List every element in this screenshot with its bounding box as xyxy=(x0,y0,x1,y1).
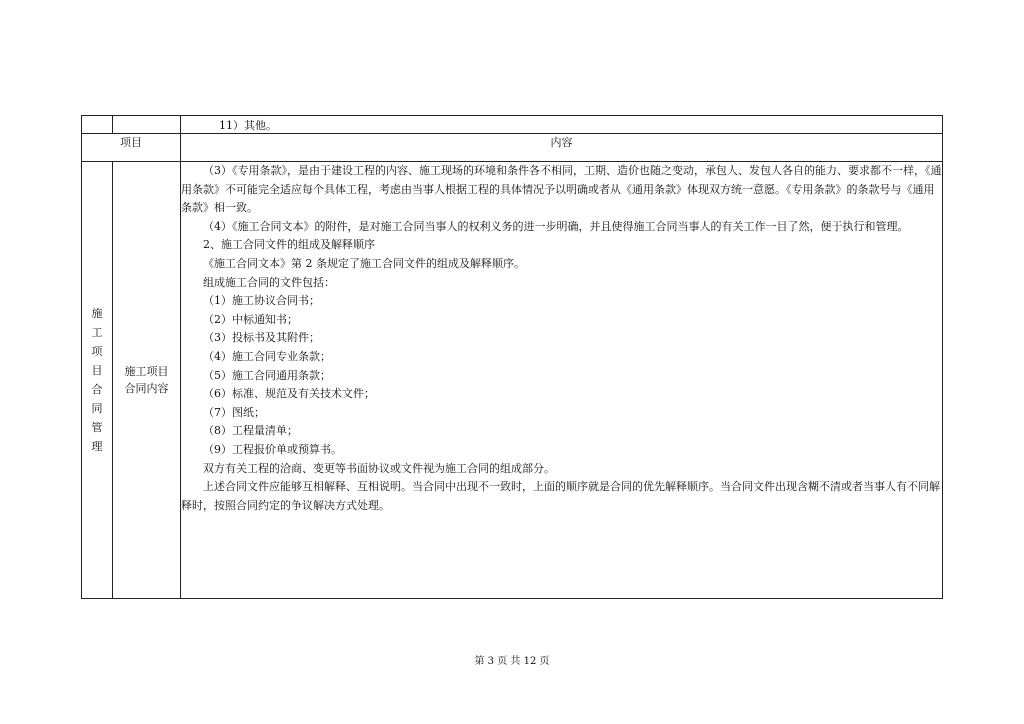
header-content: 内容 xyxy=(181,134,943,162)
table-row xyxy=(82,116,943,134)
header-project: 项目 xyxy=(82,134,181,162)
subsection-line: 合同内容 xyxy=(124,382,169,395)
list-item: （9）工程报价单或预算书。 xyxy=(203,442,342,456)
paragraph: （4）《施工合同文本》的附件，是对施工合同当事人的权利义务的进一步明确，并且使得施工合同当事人的有关工作一目了然，便于执行和管理。 xyxy=(203,219,909,233)
empty-cell xyxy=(113,116,181,134)
paragraph: 双方有关工程的洽商、变更等书面协议或文件视为施工合同的组成部分。 xyxy=(203,461,555,475)
section-char: 工 xyxy=(91,326,103,339)
section-char: 项 xyxy=(91,345,103,358)
list-item: （7）图纸； xyxy=(203,405,265,419)
table-row xyxy=(82,162,943,599)
section-char: 同 xyxy=(91,402,103,415)
section-char: 目 xyxy=(91,364,103,377)
section-char: 合 xyxy=(91,383,103,396)
paragraph: 组成施工合同的文件包括： xyxy=(203,275,335,289)
paragraph: 上述合同文件应能够互相解释、互相说明。当合同中出现不一致时，上面的顺序就是合同的优先解释顺序。当合同文件出现含糊不清或者当事人有不同解释时，按照合同约定的争议解决方式处理。 xyxy=(181,480,940,512)
list-item: （6）标准、规范及有关技术文件； xyxy=(203,387,375,401)
paragraph: （3）《专用条款》，是由于建设工程的内容、施工现场的环境和条件各不相同，工期、造价也随之变动，承包人、发包人各自的能力、要求都不一样，《通用条款》不可能完全适应每个具体工程，考虑由当事人根据工程的具体情况予以明确或者从《通用条款》体现双方统一意愿。《专用条款》的条款号与《通用条款》相一致。 xyxy=(181,164,942,215)
empty-cell xyxy=(82,116,113,134)
top-row-text: 11）其他。 xyxy=(219,119,277,132)
section-label xyxy=(82,162,113,599)
header-row xyxy=(82,134,943,162)
content-cell xyxy=(181,162,943,599)
section-char: 施 xyxy=(91,307,103,320)
page-footer: 第 3 页 共 12 页 xyxy=(474,656,550,667)
list-item: （2）中标通知书； xyxy=(203,312,298,326)
list-item: （5）施工合同通用条款； xyxy=(203,368,331,382)
contract-table xyxy=(81,115,943,599)
subsection-label xyxy=(113,162,181,599)
list-item: （4）施工合同专业条款； xyxy=(203,349,331,363)
subheading: 2、施工合同文件的组成及解释顺序 xyxy=(203,238,375,252)
section-char: 理 xyxy=(91,440,103,453)
top-row-cell xyxy=(181,116,943,134)
list-item: （8）工程量清单； xyxy=(203,424,298,438)
paragraph: 《施工合同文本》第 2 条规定了施工合同文件的组成及解释顺序。 xyxy=(203,256,525,270)
list-item: （1）施工协议合同书； xyxy=(203,294,320,308)
section-char: 管 xyxy=(91,421,103,434)
list-item: （3）投标书及其附件； xyxy=(203,331,320,345)
subsection-line: 施工项目 xyxy=(124,365,169,378)
